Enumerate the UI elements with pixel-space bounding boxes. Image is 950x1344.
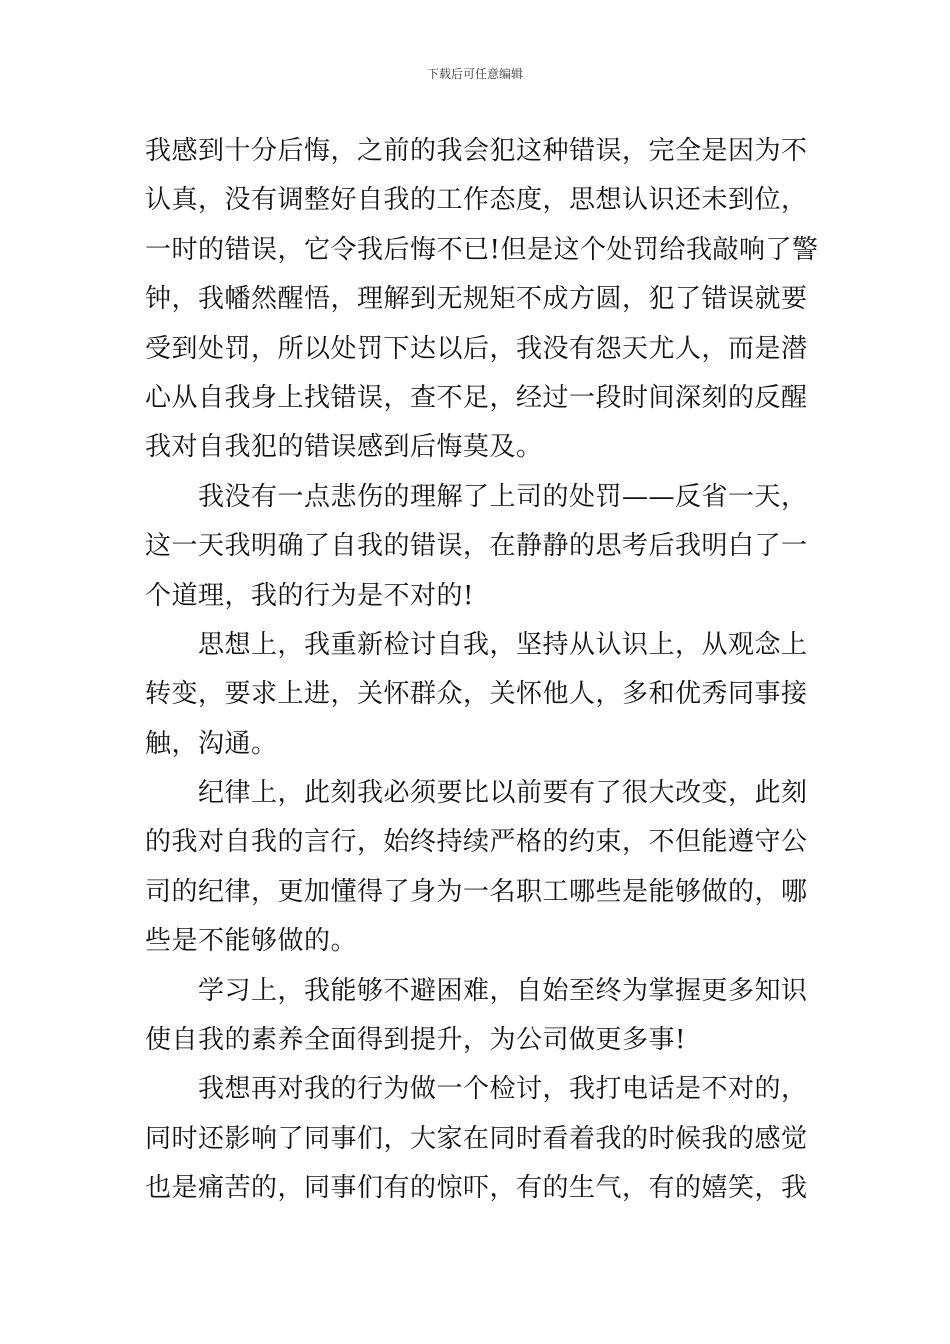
text-line: 触，沟通。 — [145, 728, 278, 759]
text-line: 受到处罚，所以处罚下达以后，我没有怨天尤人，而是潜 — [145, 333, 808, 364]
text-line: 的我对自我的言行，始终持续严格的约束，不但能遵守公 — [145, 827, 808, 858]
text-line: 认真，没有调整好自我的工作态度，思想认识还未到位， — [145, 185, 808, 216]
paragraph-first-line: 我想再对我的行为做一个检讨，我打电话是不对的， — [198, 1074, 808, 1105]
paragraph-first-line: 思想上，我重新检讨自我，坚持从认识上，从观念上 — [198, 629, 808, 660]
paragraph-first-line: 学习上，我能够不避困难，自始至终为掌握更多知识 — [198, 975, 808, 1006]
text-line: 钟，我幡然醒悟，理解到无规矩不成方圆，犯了错误就要 — [145, 284, 808, 315]
paragraph-first-line: 纪律上，此刻我必须要比以前要有了很大改变，此刻 — [198, 778, 808, 809]
text-line: 司的纪律，更加懂得了身为一名职工哪些是能够做的，哪 — [145, 876, 808, 907]
page-header-note: 下载后可任意编辑 — [426, 67, 523, 81]
text-line: 使自我的素养全面得到提升，为公司做更多事! — [145, 1025, 686, 1056]
text-line: 也是痛苦的，同事们有的惊吓，有的生气，有的嬉笑，我 — [145, 1173, 808, 1204]
text-line: 我对自我犯的错误感到后悔莫及。 — [145, 432, 543, 463]
text-line: 转变，要求上进，关怀群众，关怀他人，多和优秀同事接 — [145, 679, 808, 710]
paragraph-first-line: 我没有一点悲伤的理解了上司的处罚——反省一天， — [198, 481, 808, 512]
text-line: 这一天我明确了自我的错误，在静静的思考后我明白了一 — [145, 531, 808, 562]
document-body — [145, 128, 819, 1215]
text-line: 我感到十分后悔，之前的我会犯这种错误，完全是因为不 — [145, 136, 808, 166]
text-line: 同时还影响了同事们，大家在同时看着我的时候我的感觉 — [145, 1123, 808, 1154]
text-line: 些是不能够做的。 — [145, 926, 358, 957]
text-line: 个道理，我的行为是不对的! — [145, 580, 474, 611]
text-line: 一时的错误，它令我后悔不已!但是这个处罚给我敲响了警 — [145, 234, 819, 265]
text-line: 心从自我身上找错误，查不足，经过一段时间深刻的反醒 — [145, 382, 808, 413]
